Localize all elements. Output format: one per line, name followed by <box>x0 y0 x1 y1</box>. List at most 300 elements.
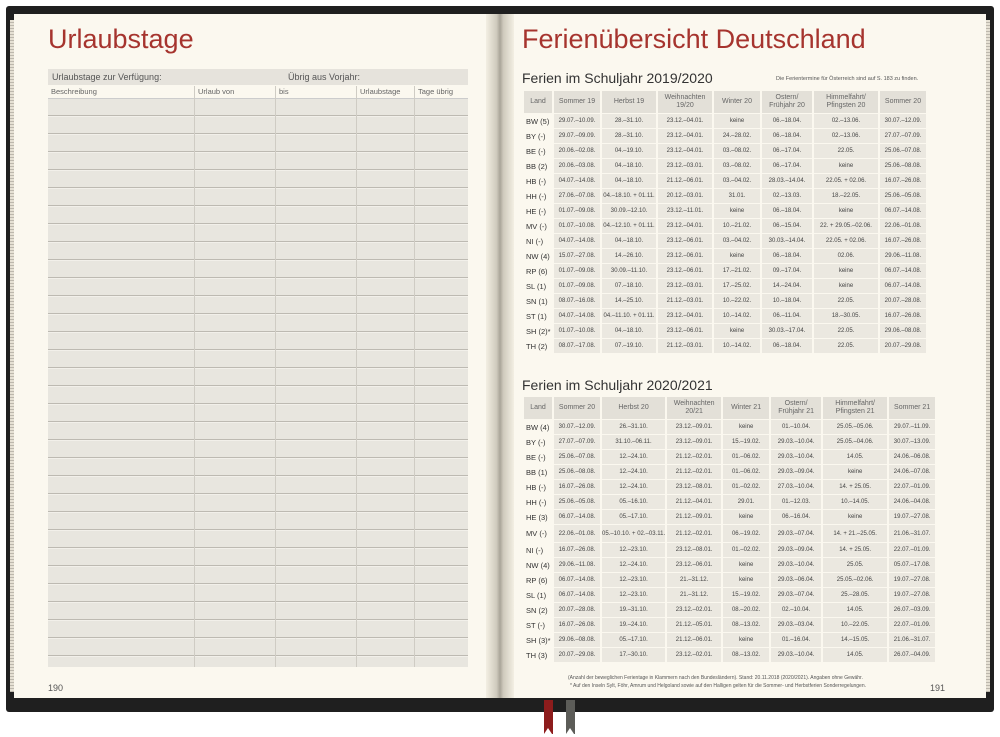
table-row <box>524 174 926 188</box>
date-cell: 24.–28.02. <box>714 129 760 143</box>
table-row <box>524 339 926 353</box>
date-cell: 04.–11.10. + 01.11. <box>602 309 656 323</box>
date-cell: 29.03.–09.04. <box>771 543 821 557</box>
date-cell: 22. + 29.05.–02.06. <box>814 219 878 233</box>
date-cell: 29.07.–10.09. <box>554 114 600 128</box>
table-row <box>524 480 935 494</box>
date-cell: 19.07.–27.08. <box>889 588 935 602</box>
date-cell: 05.–17.10. <box>602 633 665 647</box>
date-cell: 28.–31.10. <box>602 114 656 128</box>
available-days-label: Urlaubstage zur Verfügung: <box>52 72 162 82</box>
vacation-column-headers <box>48 86 468 99</box>
table-row <box>524 219 926 233</box>
date-cell: 29.03.–07.04. <box>771 525 821 542</box>
date-cell: 29.06.–08.08. <box>554 633 600 647</box>
date-cell: 25.06.–05.08. <box>880 189 926 203</box>
date-cell: 12.–23.10. <box>602 573 665 587</box>
state-cell: BE (-) <box>526 452 546 462</box>
date-cell: 04.–18.10. <box>602 324 656 338</box>
table-row <box>524 279 926 293</box>
right-page-title: Ferienübersicht Deutschland <box>522 24 866 54</box>
date-cell: 16.07.–26.08. <box>554 618 600 632</box>
date-cell: 06.–19.02. <box>723 525 769 542</box>
date-cell: 22.07.–01.09. <box>889 480 935 494</box>
date-cell: 29.03.–10.04. <box>771 435 821 449</box>
date-cell: 21.12.–09.01. <box>667 510 721 524</box>
column-header: Sommer 19 <box>554 91 600 113</box>
date-cell: 19.–31.10. <box>602 603 665 617</box>
table-heading: Ferien im Schuljahr 2019/2020 <box>522 70 713 86</box>
date-cell: 25.–28.05. <box>823 588 887 602</box>
table-row <box>524 234 926 248</box>
date-cell: keine <box>723 573 769 587</box>
date-cell: 10.–14.02. <box>714 339 760 353</box>
date-cell: 14.–25.10. <box>602 294 656 308</box>
date-cell: 21.12.–02.01. <box>667 525 721 542</box>
date-cell: 20.12.–03.01. <box>658 189 712 203</box>
table-row <box>524 264 926 278</box>
date-cell: 04.–18.10. + 01.11. <box>602 189 656 203</box>
date-cell: 22.06.–01.08. <box>554 525 600 542</box>
date-cell: 12.–24.10. <box>602 450 665 464</box>
date-cell: 14.–24.04. <box>762 279 812 293</box>
state-cell: NI (-) <box>526 236 544 246</box>
date-cell: 06.–18.04. <box>762 204 812 218</box>
state-cell: SH (2)* <box>526 326 551 336</box>
column-header: Sommer 21 <box>889 397 935 419</box>
column-header: Weihnachten 20/21 <box>667 397 721 419</box>
state-cell: BB (2) <box>526 161 548 171</box>
date-cell: 29.03.–06.04. <box>771 573 821 587</box>
date-cell: 03.–04.02. <box>714 174 760 188</box>
date-cell: 25.05.–02.06. <box>823 573 887 587</box>
date-cell: 23.12.–04.01. <box>658 219 712 233</box>
date-cell: keine <box>714 249 760 263</box>
column-header: Ostern/ Frühjahr 21 <box>771 397 821 419</box>
date-cell: 04.–19.10. <box>602 144 656 158</box>
date-cell: 23.12.–02.01. <box>667 603 721 617</box>
date-cell: keine <box>714 204 760 218</box>
holiday-table-2019-2020 <box>522 90 928 354</box>
date-cell: 14. + 25.05. <box>823 543 887 557</box>
date-cell: 18.–22.05. <box>814 189 878 203</box>
date-cell: 16.07.–26.08. <box>554 543 600 557</box>
date-cell: 03.–08.02. <box>714 144 760 158</box>
date-cell: 17.–25.02. <box>714 279 760 293</box>
state-cell: NW (4) <box>526 251 550 261</box>
column-header: Winter 21 <box>723 397 769 419</box>
date-cell: 12.–23.10. <box>602 588 665 602</box>
state-cell: BE (-) <box>526 146 546 156</box>
date-cell: 23.12.–06.01. <box>658 234 712 248</box>
table-row <box>524 510 935 524</box>
date-cell: 06.–15.04. <box>762 219 812 233</box>
col-description: Beschreibung <box>51 87 97 96</box>
date-cell: 21.12.–03.01. <box>658 339 712 353</box>
column-header: Himmelfahrt/ Pfingsten 20 <box>814 91 878 113</box>
table-header-row <box>524 91 926 113</box>
date-cell: 06.07.–14.08. <box>554 573 600 587</box>
table-row <box>524 525 935 542</box>
date-cell: 06.07.–14.08. <box>880 204 926 218</box>
column-header: Winter 20 <box>714 91 760 113</box>
date-cell: 25.06.–07.08. <box>880 144 926 158</box>
date-cell: 29.06.–11.08. <box>554 558 600 572</box>
state-cell: SL (1) <box>526 281 547 291</box>
table-row <box>524 294 926 308</box>
date-cell: 23.12.–11.01. <box>658 204 712 218</box>
date-cell: 23.12.–06.01. <box>658 249 712 263</box>
date-cell: 22.06.–01.08. <box>880 219 926 233</box>
date-cell: 27.06.–07.08. <box>554 189 600 203</box>
date-cell: 20.07.–28.08. <box>554 603 600 617</box>
date-cell: 22.05. <box>814 339 878 353</box>
date-cell: 29.03.–10.04. <box>771 648 821 662</box>
date-cell: 01.07.–10.08. <box>554 219 600 233</box>
state-cell: TH (2) <box>526 341 548 351</box>
date-cell: 30.03.–17.04. <box>762 324 812 338</box>
section-heading-2020 <box>522 377 946 393</box>
date-cell: 25.06.–05.08. <box>554 495 600 509</box>
date-cell: 16.07.–26.08. <box>880 174 926 188</box>
date-cell: 23.12.–04.01. <box>658 309 712 323</box>
column-header: Weihnachten 19/20 <box>658 91 712 113</box>
column-header: Land <box>524 91 552 113</box>
date-cell: 29.07.–09.09. <box>554 129 600 143</box>
date-cell: keine <box>823 510 887 524</box>
date-cell: 01.–02.02. <box>723 480 769 494</box>
date-cell: 06.–17.04. <box>762 159 812 173</box>
date-cell: 28.03.–14.04. <box>762 174 812 188</box>
date-cell: 14.–26.10. <box>602 249 656 263</box>
date-cell: 06.07.–14.08. <box>880 264 926 278</box>
table-header-row <box>524 397 935 419</box>
date-cell: 21.12.–03.01. <box>658 294 712 308</box>
date-cell: 25.05.–04.06. <box>823 435 887 449</box>
date-cell: keine <box>814 279 878 293</box>
date-cell: 21.12.–06.01. <box>667 633 721 647</box>
date-cell: 29.03.–10.04. <box>771 450 821 464</box>
date-cell: keine <box>714 114 760 128</box>
date-cell: 19.07.–27.08. <box>889 510 935 524</box>
date-cell: 21.–31.12. <box>667 573 721 587</box>
date-cell: 30.09.–11.10. <box>602 264 656 278</box>
date-cell: 25.06.–08.08. <box>554 465 600 479</box>
column-divider <box>275 86 276 667</box>
date-cell: 07.–18.10. <box>602 279 656 293</box>
date-cell: 27.03.–10.04. <box>771 480 821 494</box>
date-cell: 05.–10.10. + 02.–03.11. <box>602 525 665 542</box>
date-cell: 06.–17.04. <box>762 144 812 158</box>
column-header: Ostern/ Frühjahr 20 <box>762 91 812 113</box>
column-header: Himmelfahrt/ Pfingsten 21 <box>823 397 887 419</box>
date-cell: 14.–15.05. <box>823 633 887 647</box>
date-cell: 14. + 21.–25.05. <box>823 525 887 542</box>
state-cell: HH (-) <box>526 497 547 507</box>
date-cell: 16.07.–26.08. <box>880 309 926 323</box>
date-cell: 21.12.–05.01. <box>667 618 721 632</box>
holiday-table-2020-2021 <box>522 396 937 663</box>
date-cell: 23.12.–02.01. <box>667 648 721 662</box>
date-cell: 23.12.–06.01. <box>658 264 712 278</box>
bookmark-ribbon-red <box>544 700 553 734</box>
date-cell: 23.12.–08.01. <box>667 480 721 494</box>
date-cell: 12.–24.10. <box>602 480 665 494</box>
table-row <box>524 114 926 128</box>
bookmark-ribbon-grey <box>566 700 575 734</box>
date-cell: 06.–18.04. <box>762 129 812 143</box>
date-cell: 03.–08.02. <box>714 159 760 173</box>
table-row <box>524 309 926 323</box>
date-cell: 05.–16.10. <box>602 495 665 509</box>
date-cell: 21.12.–06.01. <box>658 174 712 188</box>
date-cell: 17.–21.02. <box>714 264 760 278</box>
date-cell: 06.07.–14.08. <box>880 279 926 293</box>
date-cell: 08.–20.02. <box>723 603 769 617</box>
state-cell: NW (4) <box>526 560 550 570</box>
date-cell: 24.06.–04.08. <box>889 495 935 509</box>
date-cell: 05.–17.10. <box>602 510 665 524</box>
date-cell: 03.–04.02. <box>714 234 760 248</box>
col-vacation-from: Urlaub von <box>198 87 235 96</box>
date-cell: keine <box>814 159 878 173</box>
column-header: Herbst 19 <box>602 91 656 113</box>
date-cell: 30.07.–13.09. <box>889 435 935 449</box>
date-cell: 23.12.–04.01. <box>658 114 712 128</box>
table-row <box>524 450 935 464</box>
date-cell: 31.01. <box>714 189 760 203</box>
table-row <box>524 558 935 572</box>
date-cell: 23.12.–09.01. <box>667 420 721 434</box>
table-row <box>524 543 935 557</box>
date-cell: 22.07.–01.09. <box>889 618 935 632</box>
column-header: Herbst 20 <box>602 397 665 419</box>
book-spine <box>486 14 514 698</box>
date-cell: 01.–06.02. <box>723 450 769 464</box>
state-cell: ST (1) <box>526 311 547 321</box>
page-number-left: 190 <box>48 683 64 693</box>
date-cell: 14.05. <box>823 648 887 662</box>
state-cell: HH (-) <box>526 191 547 201</box>
date-cell: 05.07.–17.08. <box>889 558 935 572</box>
date-cell: 01.–02.02. <box>723 543 769 557</box>
date-cell: 21.06.–31.07. <box>889 633 935 647</box>
date-cell: 23.12.–03.01. <box>658 159 712 173</box>
date-cell: 23.12.–04.01. <box>658 129 712 143</box>
state-cell: BW (4) <box>526 422 550 432</box>
date-cell: 10.–21.02. <box>714 219 760 233</box>
state-cell: HE (3) <box>526 512 548 522</box>
state-cell: SN (2) <box>526 605 548 615</box>
date-cell: 25.05. <box>823 558 887 572</box>
page-number-right: 191 <box>930 683 946 693</box>
date-cell: 01.–16.04. <box>771 633 821 647</box>
date-cell: 06.07.–14.08. <box>554 510 600 524</box>
table-row <box>524 435 935 449</box>
date-cell: 25.06.–08.08. <box>880 159 926 173</box>
date-cell: 08.–13.02. <box>723 648 769 662</box>
date-cell: 07.–19.10. <box>602 339 656 353</box>
state-cell: HB (-) <box>526 482 546 492</box>
date-cell: 27.07.–07.09. <box>554 435 600 449</box>
date-cell: 27.07.–07.09. <box>880 129 926 143</box>
state-cell: HE (-) <box>526 206 546 216</box>
date-cell: 22.05. <box>814 324 878 338</box>
date-cell: 16.07.–26.08. <box>554 480 600 494</box>
date-cell: 14.05. <box>823 450 887 464</box>
date-cell: 06.07.–14.08. <box>554 588 600 602</box>
date-cell: 04.07.–14.08. <box>554 234 600 248</box>
date-cell: 09.–17.04. <box>762 264 812 278</box>
table-row <box>524 573 935 587</box>
date-cell: 22.05. + 02.06. <box>814 174 878 188</box>
date-cell: 08.07.–17.08. <box>554 339 600 353</box>
left-page-title: Urlaubstage <box>48 24 194 54</box>
vacation-entry-lines <box>48 99 468 667</box>
date-cell: 23.12.–09.01. <box>667 435 721 449</box>
date-cell: 04.–12.10. + 01.11. <box>602 219 656 233</box>
date-cell: 06.–18.04. <box>762 339 812 353</box>
date-cell: 22.07.–01.09. <box>889 543 935 557</box>
state-cell: SL (1) <box>526 590 547 600</box>
date-cell: 06.–18.04. <box>762 114 812 128</box>
date-cell: 15.07.–27.08. <box>554 249 600 263</box>
vacation-summary-row <box>48 69 468 85</box>
date-cell: 10.–18.04. <box>762 294 812 308</box>
date-cell: 04.–18.10. <box>602 234 656 248</box>
table-row <box>524 159 926 173</box>
date-cell: 12.–24.10. <box>602 465 665 479</box>
date-cell: 17.–30.10. <box>602 648 665 662</box>
date-cell: 30.03.–14.04. <box>762 234 812 248</box>
state-cell: MV (-) <box>526 528 547 538</box>
date-cell: 28.–31.10. <box>602 129 656 143</box>
date-cell: 20.07.–28.08. <box>880 294 926 308</box>
date-cell: 15.–19.02. <box>723 435 769 449</box>
date-cell: 06.–11.04. <box>762 309 812 323</box>
date-cell: 04.07.–14.08. <box>554 174 600 188</box>
table-row <box>524 465 935 479</box>
state-cell: SN (1) <box>526 296 548 306</box>
vacation-table <box>48 69 468 667</box>
date-cell: 18.–30.05. <box>814 309 878 323</box>
table-row <box>524 204 926 218</box>
date-cell: keine <box>823 465 887 479</box>
date-cell: 14. + 25.05. <box>823 480 887 494</box>
date-cell: keine <box>714 324 760 338</box>
austria-note: Die Ferientermine für Österreich sind auf S. 183 zu finden. <box>776 76 919 82</box>
date-cell: 23.12.–04.01. <box>658 144 712 158</box>
date-cell: 02.–10.04. <box>771 603 821 617</box>
date-cell: 29.06.–11.08. <box>880 249 926 263</box>
date-cell: 30.07.–12.09. <box>880 114 926 128</box>
state-cell: MV (-) <box>526 221 547 231</box>
date-cell: 23.12.–08.01. <box>667 543 721 557</box>
date-cell: 01.–06.02. <box>723 465 769 479</box>
state-cell: NI (-) <box>526 545 544 555</box>
date-cell: 25.05.–05.06. <box>823 420 887 434</box>
date-cell: 20.06.–03.08. <box>554 159 600 173</box>
date-cell: 26.07.–03.09. <box>889 603 935 617</box>
state-cell: ST (-) <box>526 620 546 630</box>
date-cell: 31.10.–06.11. <box>602 435 665 449</box>
date-cell: 10.–14.02. <box>714 309 760 323</box>
date-cell: 04.–18.10. <box>602 159 656 173</box>
date-cell: 25.06.–07.08. <box>554 450 600 464</box>
date-cell: 20.07.–29.08. <box>880 339 926 353</box>
column-divider <box>414 86 415 667</box>
col-days-left: Tage übrig <box>418 87 454 96</box>
table-row <box>524 495 935 509</box>
date-cell: keine <box>814 264 878 278</box>
state-cell: BY (-) <box>526 131 546 141</box>
date-cell: 29.03.–03.04. <box>771 618 821 632</box>
date-cell: 29.03.–10.04. <box>771 558 821 572</box>
date-cell: 12.–24.10. <box>602 558 665 572</box>
date-cell: 02.–13.06. <box>814 129 878 143</box>
date-cell: 24.06.–06.08. <box>889 450 935 464</box>
table-heading: Ferien im Schuljahr 2020/2021 <box>522 377 713 393</box>
carryover-label: Übrig aus Vorjahr: <box>288 72 361 82</box>
date-cell: 29.03.–09.04. <box>771 465 821 479</box>
date-cell: 21.–31.12. <box>667 588 721 602</box>
date-cell: 10.–22.05. <box>823 618 887 632</box>
column-header: Land <box>524 397 552 419</box>
date-cell: keine <box>723 558 769 572</box>
date-cell: 14.05. <box>823 603 887 617</box>
date-cell: keine <box>723 510 769 524</box>
table-row <box>524 633 935 647</box>
footnote-islands: * Auf den Inseln Sylt, Föhr, Amrum und Helgoland sowie auf den Halligen gelten für die Sommer- und Herbstferien Sonderregelungen. <box>570 683 867 689</box>
table-row <box>524 603 935 617</box>
date-cell: 08.–13.02. <box>723 618 769 632</box>
date-cell: 04.07.–14.08. <box>554 309 600 323</box>
date-cell: 01.07.–09.08. <box>554 264 600 278</box>
date-cell: 02.–13.03. <box>762 189 812 203</box>
date-cell: 15.–19.02. <box>723 588 769 602</box>
state-cell: RP (6) <box>526 266 548 276</box>
state-cell: BY (-) <box>526 437 546 447</box>
date-cell: keine <box>723 420 769 434</box>
date-cell: 29.01. <box>723 495 769 509</box>
table-row <box>524 588 935 602</box>
date-cell: 22.05. <box>814 294 878 308</box>
table-row <box>524 144 926 158</box>
date-cell: keine <box>723 633 769 647</box>
date-cell: 24.06.–07.08. <box>889 465 935 479</box>
date-cell: 02.–13.06. <box>814 114 878 128</box>
date-cell: 16.07.–26.08. <box>880 234 926 248</box>
date-cell: 26.–31.10. <box>602 420 665 434</box>
date-cell: 29.07.–11.09. <box>889 420 935 434</box>
date-cell: 21.06.–31.07. <box>889 525 935 542</box>
date-cell: 08.07.–16.08. <box>554 294 600 308</box>
state-cell: BB (1) <box>526 467 548 477</box>
column-divider <box>194 86 195 667</box>
table-row <box>524 420 935 434</box>
date-cell: keine <box>814 204 878 218</box>
date-cell: 01.07.–10.08. <box>554 324 600 338</box>
date-cell: 23.12.–06.01. <box>667 558 721 572</box>
date-cell: 29.03.–07.04. <box>771 588 821 602</box>
col-vacation-days: Urlaubstage <box>360 87 401 96</box>
state-cell: BW (5) <box>526 116 550 126</box>
state-cell: TH (3) <box>526 650 548 660</box>
state-cell: RP (6) <box>526 575 548 585</box>
date-cell: 04.–18.10. <box>602 174 656 188</box>
column-header: Sommer 20 <box>880 91 926 113</box>
table-row <box>524 648 935 662</box>
